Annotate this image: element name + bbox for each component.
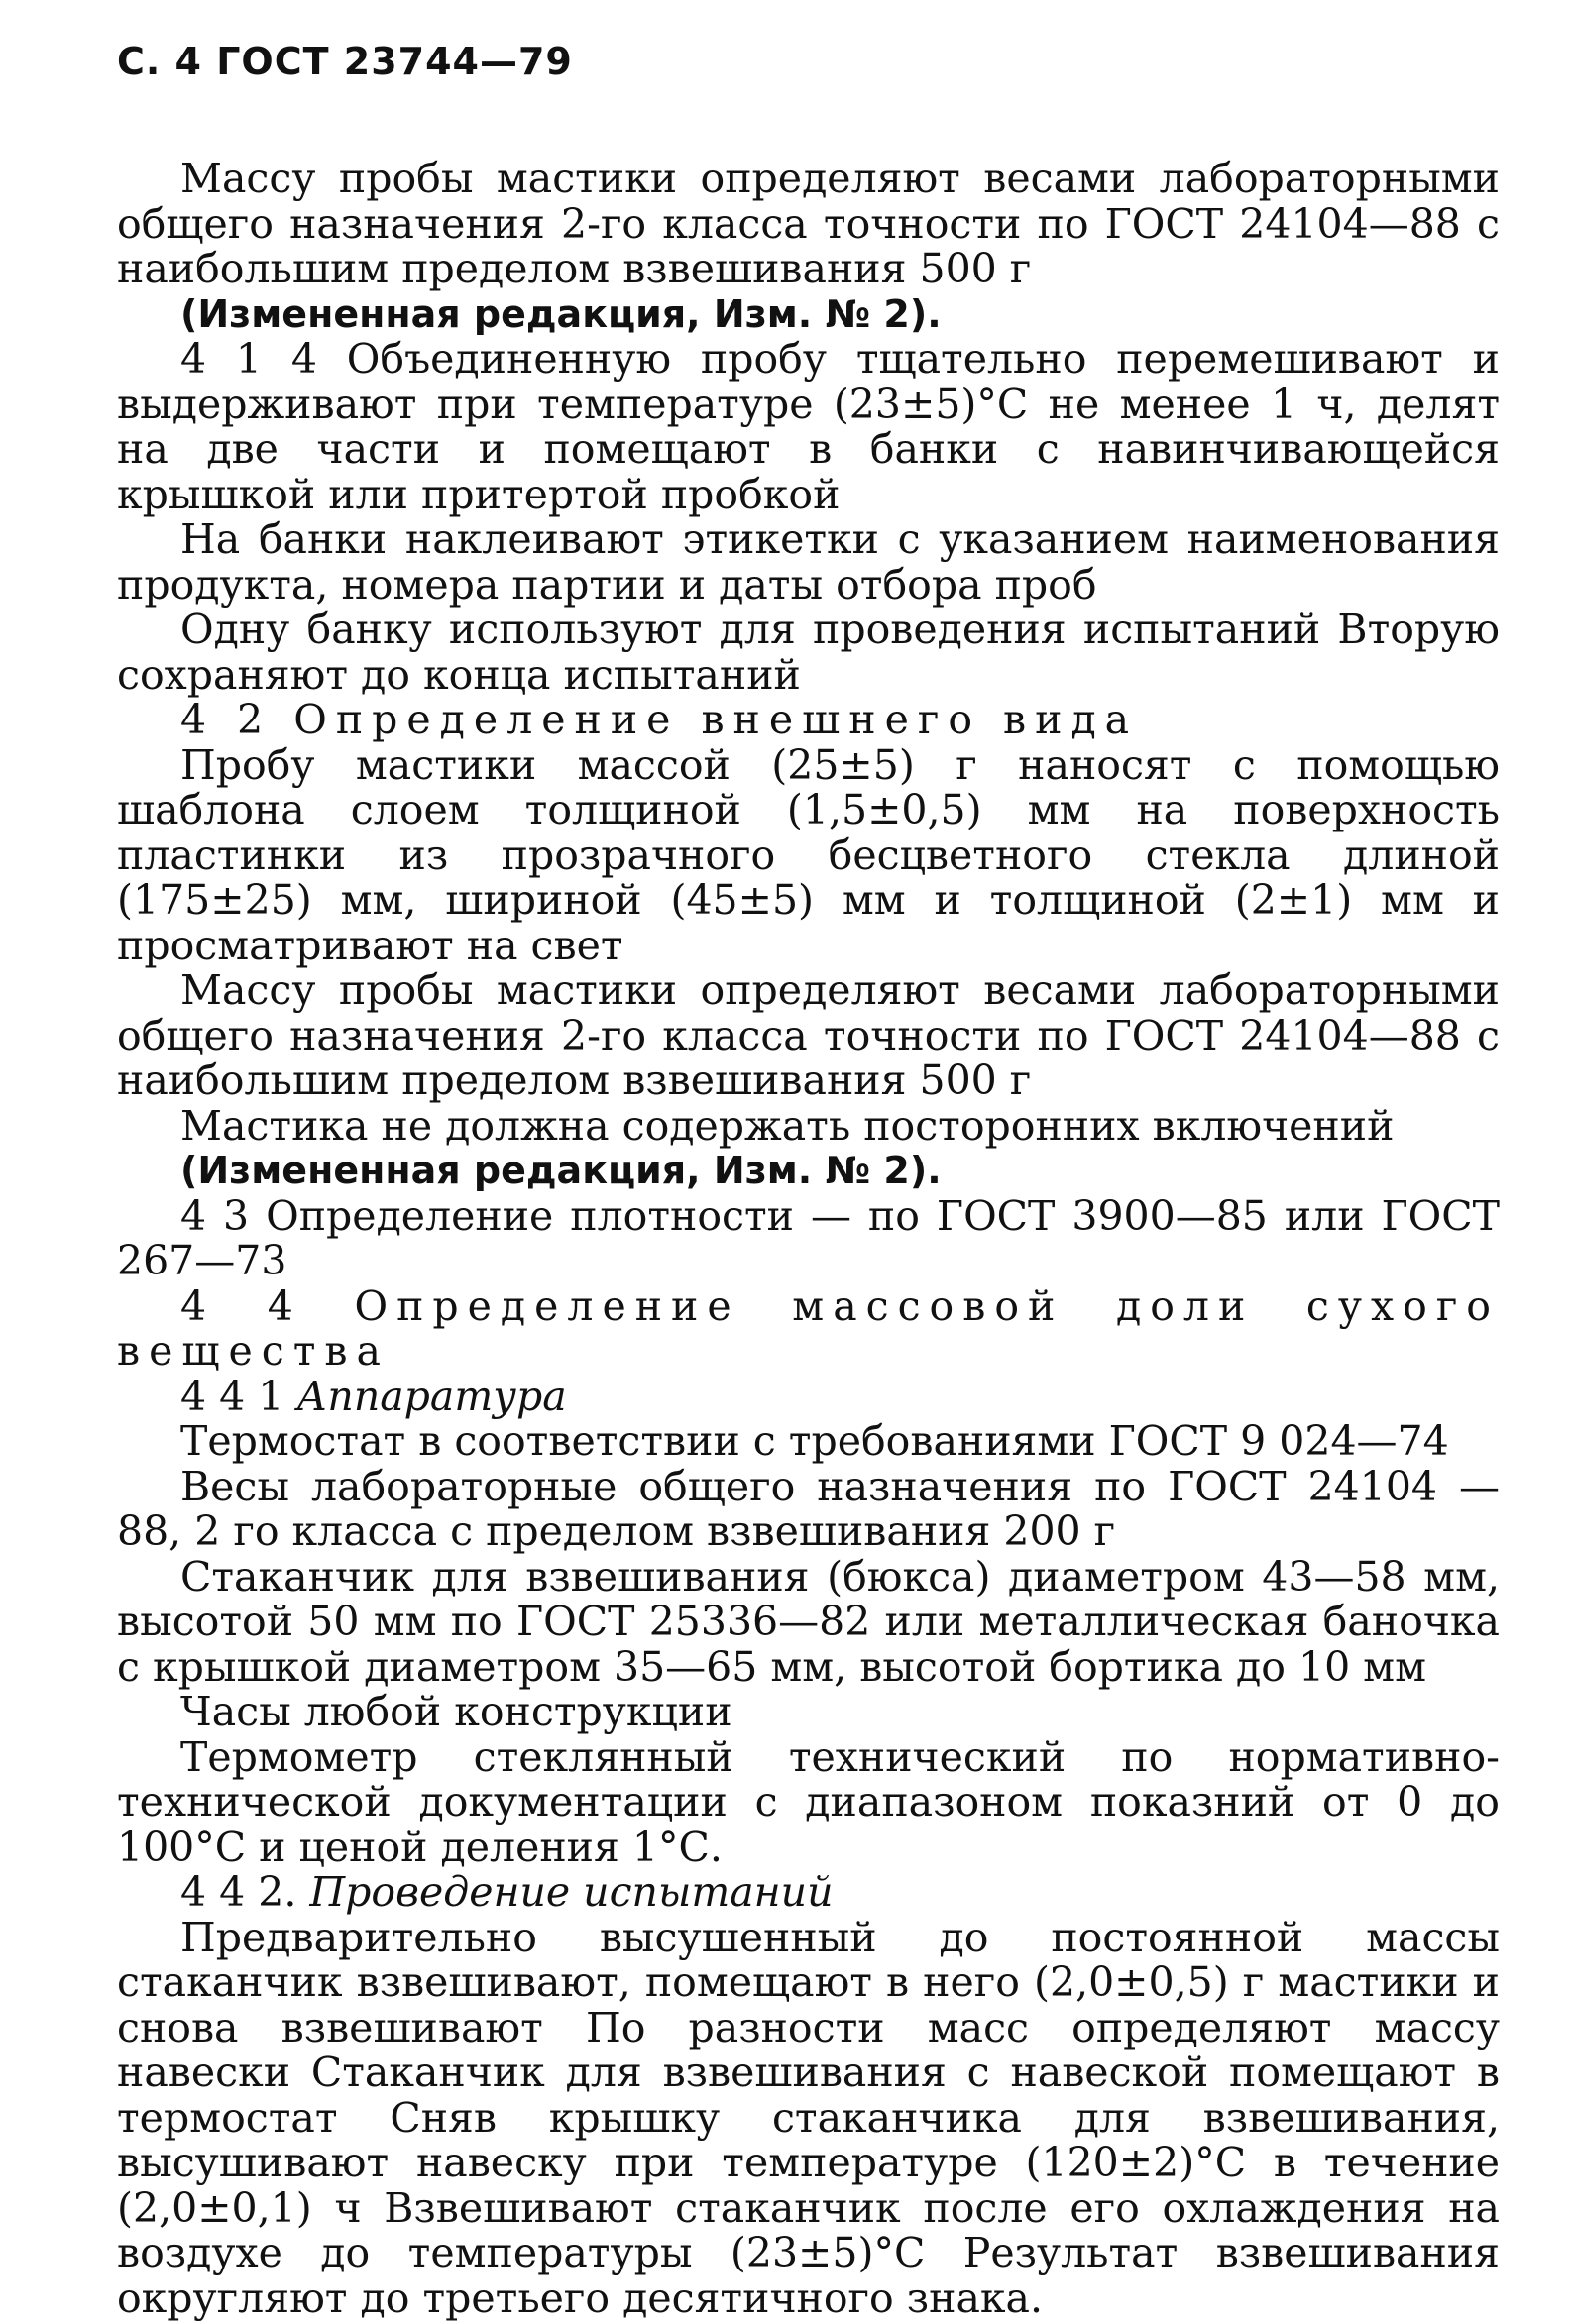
paragraph: Термостат в соответствии с требованиями ГОСТ 9 024—74 [180, 1417, 1449, 1465]
section-heading: 4 2 Определение внешнего вида [180, 696, 1139, 743]
paragraph: 4 1 4 Объединенную пробу тщательно перемешивают и выдерживают при температуре (23±5)°С не менее 1 ч, делят на две части и помещают в банки с навинчивающейся крышкой или притертой пробкой [117, 335, 1500, 518]
section-heading: 4 4 Определение массовой доли сухого вещества [117, 1281, 1500, 1375]
document-page [117, 40, 1500, 2321]
subsection-number: 4 4 2. [180, 1868, 297, 1916]
paragraph: Мастика не должна содержать посторонних включений [180, 1101, 1395, 1150]
edition-note: (Измененная редакция, Изм. № 2). [180, 1149, 942, 1192]
paragraph: Пробу мастики массой (25±5) г наносят с помощью шаблона слоем толщиной (1,5±0,5) мм на поверхность пластинки из прозрачного бесцветного стекла длиной (175±25) мм, шириной (45±5) мм и толщиной (2±1) мм и просматривают на свет [117, 740, 1500, 969]
subsection-title: Проведение испытаний [309, 1868, 834, 1916]
subsection-heading [117, 1372, 1500, 1420]
paragraph: Весы лабораторные общего назначения по ГОСТ 24104 —88, 2 го класса с пределом взвешивания 200 г [117, 1462, 1500, 1555]
subsection-number: 4 4 1 [180, 1372, 284, 1420]
paragraph: Часы любой конструкции [180, 1688, 732, 1735]
paragraph: Предварительно высушенный до постоянной массы стаканчик взвешивают, помещают в него (2,0±0,5) г мастики и снова взвешивают По разности масс определяют массу навески Стаканчик для взвешивания с навеской помещают в термостат Сняв крышку стаканчика для взвешивания, высушивают навеску при температуре (120±2)°С в течение (2,0±0,1) ч Взвешивают стаканчик после его охлаждения на воздухе до температуры (23±5)°С Результат взвешивания округляют до третьего десятичного знака. [117, 1913, 1500, 2322]
running-head: С. 4 ГОСТ 23744—79 [117, 40, 573, 83]
paragraph: Стаканчик для взвешивания (бюкса) диаметром 43—58 мм, высотой 50 мм по ГОСТ 25336—82 или металлическая баночка с крышкой диаметром 35—65 мм, высотой бортика до 10 мм [117, 1552, 1500, 1691]
paragraph: Одну банку используют для проведения испытаний Вторую сохраняют до конца испытаний [117, 606, 1500, 699]
paragraph: На банки наклеивают этикетки с указанием наименования продукта, номера партии и даты отбора проб [117, 515, 1500, 609]
edition-note: (Измененная редакция, Изм. № 2). [180, 291, 942, 336]
paragraph: Термометр стеклянный технический по нормативно-технической документации с диапазоном показний от 0 до 100°С и ценой деления 1°С. [117, 1732, 1500, 1871]
paragraph: Массу пробы мастики определяют весами лабораторными общего назначения 2-го класса точности по ГОСТ 24104—88 с наибольшим пределом взвешивания 500 г [117, 155, 1500, 292]
paragraph: Массу пробы мастики определяют весами лабораторными общего назначения 2-го класса точности по ГОСТ 24104—88 с наибольшим пределом взвешивания 500 г [117, 966, 1500, 1104]
subsection-heading [117, 1870, 1500, 1916]
subsection-title: Аппаратура [296, 1372, 567, 1420]
paragraph: 4 3 Определение плотности — по ГОСТ 3900—85 или ГОСТ 267—73 [117, 1191, 1500, 1284]
